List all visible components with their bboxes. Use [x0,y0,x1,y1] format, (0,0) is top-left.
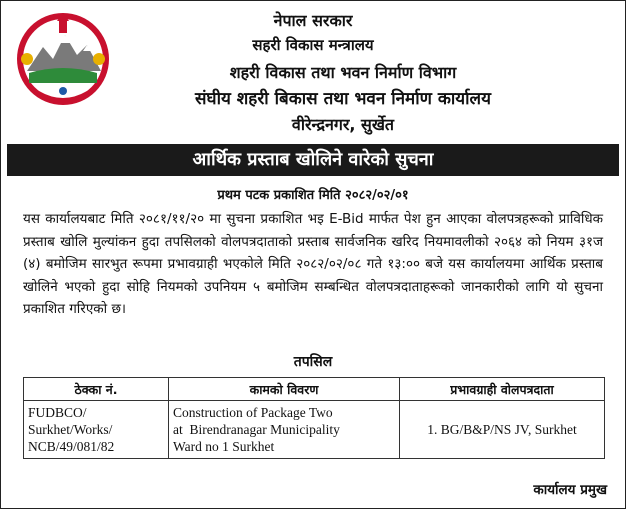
bid-table [23,377,605,459]
header-line-1: नेपाल सरकार [273,11,353,30]
header-line-3: शहरी विकास तथा भवन निर्माण विभाग [229,63,457,82]
table-caption: तपसिल [293,354,333,370]
header-responsive-bidder: प्रभावग्राही वोलपत्रदाता [400,378,605,401]
description-line: Construction of Package Two [173,405,333,420]
notice-body-text: यस कार्यालयबाट मिति २०८१/११/२० मा सुचना प्रकाशित भइ E-Bid मार्फत पेश हुन आएका वोलपत्रहरूको प्राविधिक प्रस्ताब खोलि मुल्यांकन हुदा तपसिलको वोलपत्रदाताको प्रस्ताब सार्वजनिक खरिद नियमावलीको २०६४ को नियम ३१ज (४) बमोजिम सारभुत रूपमा प्रभावग्राही भएकोले मिति २०८२/०२/०८ गते १३:०० बजे यस कार्यालयमा आर्थिक प्रस्ताब खोलिने भएको हुदा सोहि नियमको उपनियम ५ बमोजिम सम्बन्धित वोलपत्रदाताहरूको जानकारीको लागि यो सुचना प्रकाशित गरिएको छ। [23,211,603,317]
cell-work-description [169,401,400,459]
contract-no-line: NCB/49/081/82 [28,439,115,454]
cell-contract-no [24,401,169,459]
description-line: Ward no 1 Surkhet [173,439,275,454]
table-header-row [24,378,605,401]
cell-responsive-bidder [400,401,605,459]
publication-date: प्रथम पटक प्रकाशित मिति २०८२/०२/०१ [217,188,409,203]
header-work-description: कामको विवरण [169,378,400,401]
header-line-4: संघीय शहरी बिकास तथा भवन निर्माण कार्यालय [195,89,491,109]
contract-no-line: FUDBCO/ [28,405,87,420]
description-line: at Birendranagar Municipality [173,422,340,437]
table-row [24,401,605,459]
header-contract-no: ठेक्का नं. [24,378,169,401]
header-line-2: सहरी विकास मन्त्रालय [252,36,374,54]
signature-office-chief: कार्यालय प्रमुख [533,482,607,498]
header-line-5: वीरेन्द्रनगर, सुर्खेत [291,115,395,134]
notice-title-banner: आर्थिक प्रस्ताब खोलिने वारेको सुचना [7,144,619,176]
bidder-name: 1. BG/B&P/NS JV, Surkhet [427,422,577,437]
contract-no-line: Surkhet/Works/ [28,422,113,437]
